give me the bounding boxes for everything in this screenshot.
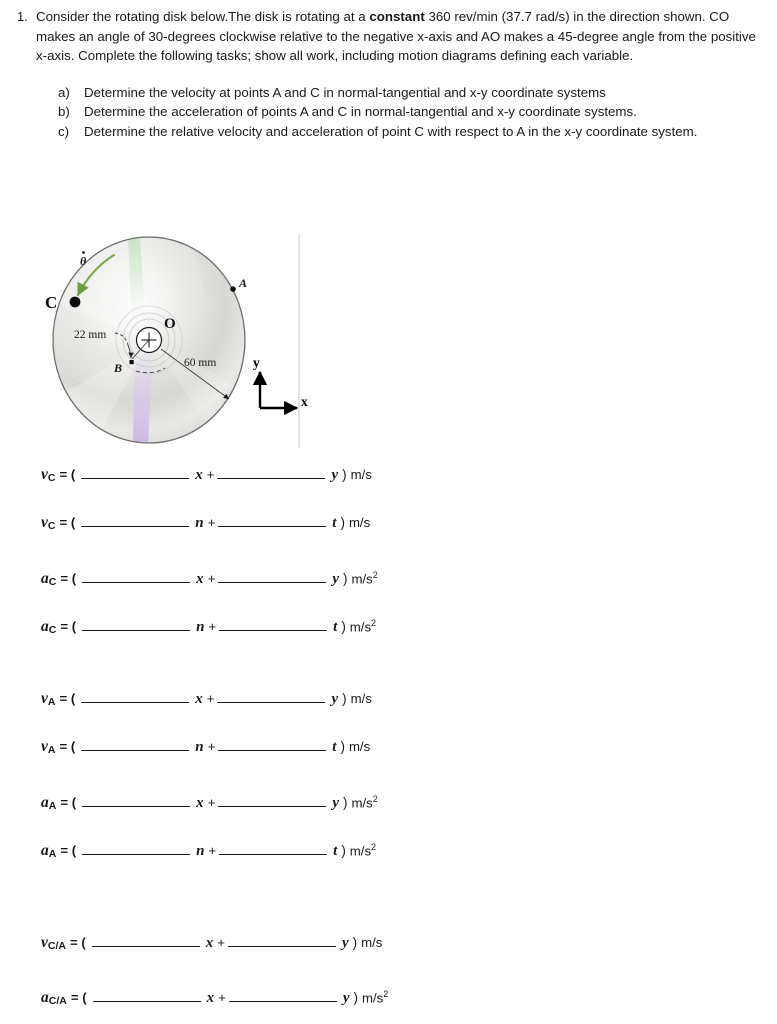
answer-component-first: x [196, 571, 204, 587]
answer-close-paren: ) [341, 843, 346, 858]
answer-row [41, 793, 378, 815]
answer-units-exponent: 2 [372, 569, 378, 580]
answer-blank-first[interactable] [81, 689, 189, 703]
answer-blank-first[interactable] [81, 737, 189, 751]
point-b-label: B [114, 361, 123, 375]
answer-symbol-subscript: C [47, 472, 56, 484]
answer-units-text: m/s [361, 990, 384, 1005]
answer-close-paren: ) [352, 935, 358, 950]
answer-row [41, 841, 376, 863]
answer-units [346, 842, 376, 858]
answer-symbol-subscript: C [48, 624, 57, 636]
subitem-a-text: Determine the velocity at points A and C in normal-tangential and x-y coordinate systems [84, 84, 606, 100]
subitem-c-text: Determine the relative velocity and acceleration of point C with respect to A in the x-y coordinate system. [84, 123, 698, 139]
answer-row [41, 513, 370, 535]
answer-units [345, 515, 370, 530]
answer-component-second: t [332, 739, 337, 755]
answer-row [41, 617, 376, 639]
answer-component-first: n [196, 619, 205, 635]
answer-row [41, 465, 372, 487]
answer-component-first: x [195, 467, 203, 483]
answer-component-first: n [196, 843, 205, 859]
answer-units-exponent: 2 [372, 793, 378, 804]
question-text-part2: 360 rev/min (37.7 rad/s) in the direction shown. CO makes an angle of 30-degrees clockwise relative to the negative x-axis and AO makes a 45-degree angle from the positive x-axis. Complete the following tasks; show all work, including motion diagrams defining each variable. [36, 9, 756, 64]
answer-close-paren: ) [353, 990, 358, 1005]
answer-component-second: y [331, 467, 339, 483]
answer-component-first: n [195, 515, 204, 531]
answer-units-text: m/s [349, 843, 372, 858]
answer-symbol: a [41, 570, 49, 587]
answer-plus-sign: + [208, 843, 217, 858]
answer-units [347, 794, 377, 810]
answer-row [41, 689, 372, 711]
answer-symbol: a [41, 618, 49, 635]
answer-plus-sign: + [208, 619, 217, 634]
answer-equals-paren: = ( [70, 990, 87, 1005]
answer-units-text: m/s [349, 619, 372, 634]
answer-blank-first[interactable] [81, 465, 189, 479]
answer-units-exponent: 2 [383, 988, 389, 999]
answer-close-paren: ) [342, 795, 348, 810]
answer-blank-second[interactable] [219, 841, 327, 855]
answer-component-second: y [342, 990, 350, 1006]
answer-blank-first[interactable] [82, 617, 190, 631]
answer-symbol-subscript: C/A [47, 940, 66, 952]
answer-equals-paren: = ( [59, 739, 76, 754]
answer-plus-sign: + [207, 739, 216, 754]
answer-equals-paren: = ( [60, 571, 77, 586]
rotating-disk-figure [36, 233, 336, 465]
theta-dot-accent [82, 251, 85, 254]
inner-radius-label: 22 mm [74, 329, 107, 341]
answer-blank-second[interactable] [218, 513, 326, 527]
answer-symbol-subscript: A [48, 848, 57, 860]
answer-blank-second[interactable] [218, 569, 326, 583]
subitem-c [58, 122, 777, 142]
answer-row [41, 988, 388, 1010]
axis-x-label: x [301, 394, 308, 409]
answer-component-first: x [196, 795, 204, 811]
subitem-a-marker: a) [58, 84, 70, 100]
question-text [36, 7, 777, 66]
answer-equals-paren: = ( [59, 515, 76, 530]
axis-y-label: y [253, 355, 260, 370]
answer-symbol: v [41, 514, 48, 531]
point-c-marker [70, 297, 81, 308]
answer-symbol: a [41, 989, 49, 1006]
answer-blank-first[interactable] [82, 569, 190, 583]
outer-radius-label: 60 mm [184, 357, 217, 369]
question-subitems [0, 83, 777, 142]
question-bold-word: constant [369, 9, 425, 24]
answer-blank-second[interactable] [217, 689, 325, 703]
answer-units-text: m/s [348, 739, 371, 754]
answer-symbol: a [41, 842, 49, 859]
subitem-b-marker: b) [58, 104, 70, 120]
answer-close-paren: ) [340, 515, 345, 530]
answer-units [347, 467, 372, 482]
point-a-label: A [239, 276, 248, 290]
answer-equals-paren: = ( [60, 795, 77, 810]
answer-units-text: m/s [361, 935, 383, 950]
answer-plus-sign: + [217, 935, 225, 950]
answer-symbol-subscript: C [47, 520, 56, 532]
answer-units-text: m/s [350, 691, 372, 706]
answer-equals-paren: = ( [69, 935, 86, 950]
question-1-row [0, 7, 777, 66]
answer-equals-paren: = ( [60, 843, 77, 858]
answer-close-paren: ) [342, 467, 347, 482]
question-text-part1: Consider the rotating disk below.The disk is rotating at a [36, 9, 370, 24]
answer-units [347, 691, 372, 706]
subitem-b-text: Determine the acceleration of points A and C in normal-tangential and x-y coordinate systems. [84, 104, 637, 120]
answer-component-second: t [333, 619, 338, 635]
answer-blank-first[interactable] [92, 933, 200, 947]
answer-symbol: v [41, 690, 48, 707]
answer-units [347, 570, 377, 586]
answer-blank-second[interactable] [218, 737, 326, 751]
answer-units-exponent: 2 [371, 841, 377, 852]
answer-close-paren: ) [342, 691, 347, 706]
point-b-marker [130, 360, 134, 364]
answer-symbol-subscript: A [47, 744, 56, 756]
answer-component-first: n [195, 739, 204, 755]
theta-dot-label: θ [80, 254, 87, 268]
answer-symbol-subscript: A [48, 800, 57, 812]
answer-symbol-subscript: C [48, 576, 57, 588]
answer-equals-paren: = ( [59, 467, 76, 482]
answer-symbol: v [41, 738, 48, 755]
center-o-label: O [164, 316, 176, 332]
answer-row [41, 933, 382, 955]
subitem-c-marker: c) [58, 123, 70, 139]
answer-symbol: v [41, 466, 48, 483]
answer-close-paren: ) [341, 619, 346, 634]
subitem-a [58, 83, 777, 103]
point-c-label: C [45, 293, 58, 312]
answer-units [357, 935, 382, 950]
answer-blank-second[interactable] [219, 617, 327, 631]
answer-units-text: m/s [351, 795, 373, 810]
answer-component-second: y [332, 571, 339, 587]
answer-component-first: x [195, 691, 203, 707]
answer-component-second: y [331, 691, 339, 707]
answer-blank-first[interactable] [81, 513, 189, 527]
point-a-marker [230, 286, 236, 292]
answer-units [346, 618, 376, 634]
answer-units [358, 989, 388, 1005]
answer-units-text: m/s [348, 515, 371, 530]
answer-component-first: x [205, 935, 214, 951]
answer-symbol: a [41, 794, 49, 811]
answer-plus-sign: + [207, 515, 216, 530]
answer-symbol-subscript: C/A [48, 995, 67, 1007]
answer-component-second: t [333, 843, 338, 859]
answer-blank-second[interactable] [217, 465, 325, 479]
answer-plus-sign: + [206, 691, 215, 706]
question-block [0, 7, 777, 142]
coordinate-axes-icon [253, 355, 308, 409]
answer-component-second: t [332, 515, 337, 531]
answer-close-paren: ) [342, 571, 348, 586]
answer-units [345, 739, 370, 754]
answer-units-text: m/s [351, 571, 373, 586]
answer-row [41, 569, 378, 591]
answer-plus-sign: + [207, 795, 216, 810]
answer-blank-first[interactable] [82, 841, 190, 855]
answer-component-second: y [341, 935, 349, 951]
answer-symbol: v [41, 934, 48, 951]
subitem-b [58, 102, 777, 122]
answer-blank-first[interactable] [82, 793, 190, 807]
answer-units-text: m/s [350, 467, 372, 482]
answer-blank-first[interactable] [93, 988, 201, 1002]
answer-blank-second[interactable] [218, 793, 326, 807]
answer-equals-paren: = ( [60, 619, 77, 634]
answer-component-second: y [332, 795, 339, 811]
answer-plus-sign: + [207, 571, 216, 586]
answer-component-first: x [206, 990, 215, 1006]
answer-units-exponent: 2 [371, 617, 377, 628]
answer-plus-sign: + [218, 990, 226, 1005]
answer-close-paren: ) [340, 739, 345, 754]
answer-blank-second[interactable] [228, 933, 336, 947]
question-number: 1. [16, 9, 28, 24]
answer-plus-sign: + [206, 467, 215, 482]
answer-equals-paren: = ( [59, 691, 76, 706]
answer-blank-second[interactable] [229, 988, 337, 1002]
answer-row [41, 737, 370, 759]
answer-symbol-subscript: A [47, 696, 56, 708]
